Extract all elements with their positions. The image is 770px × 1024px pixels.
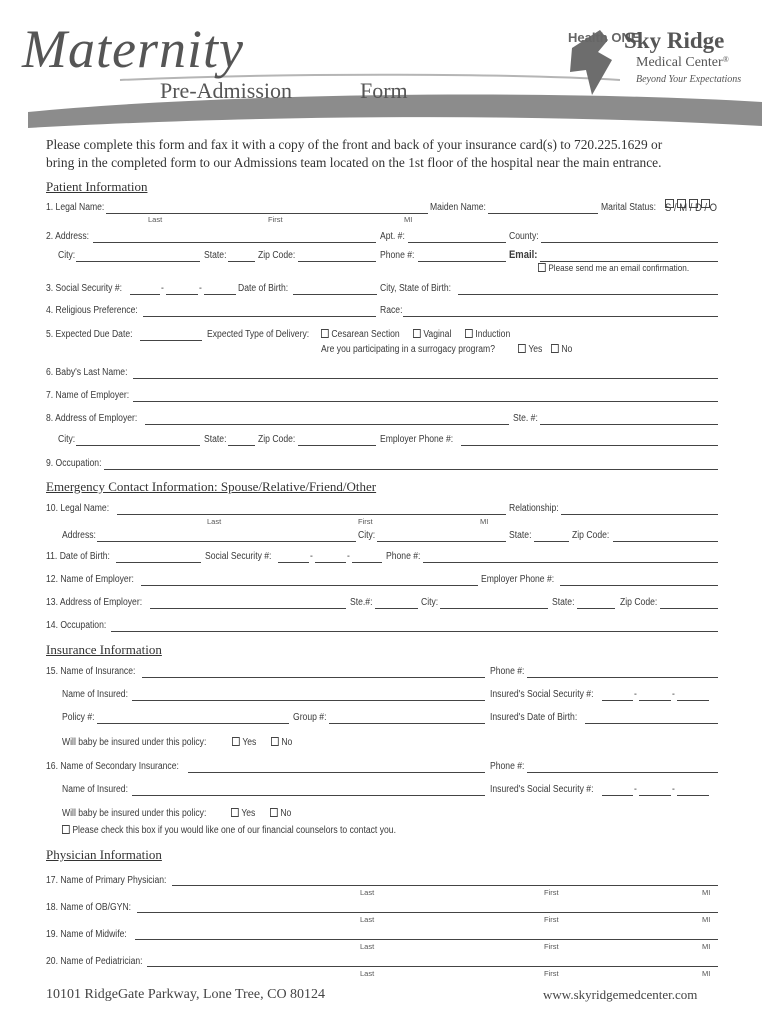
input-ec-ssn-3[interactable] [352,562,382,563]
section-physician-information: Physician Information [46,847,162,862]
label-ec-legal-name: 10. Legal Name: [46,503,110,514]
label-insured-ssn: Insured's Social Security #: [490,689,594,700]
input-insured-ssn-2[interactable] [639,700,671,701]
input-religious[interactable] [143,316,376,317]
logo-tagline: Beyond Your Expectations [636,74,742,85]
input-insured-name[interactable] [132,700,485,701]
input-ssn-2[interactable] [166,294,198,295]
checkbox-email-confirm[interactable] [538,263,546,272]
input-baby-last-name[interactable] [133,378,718,379]
ec-sublabel-last: Last [207,517,222,526]
label-ec-employer: 12. Name of Employer: [46,574,134,585]
label-ec-employer-address: 13. Address of Employer: [46,597,143,608]
input-zip[interactable] [298,261,376,262]
label-zip: Zip Code: [258,250,296,261]
input-ec-phone[interactable] [423,562,718,563]
input-insured-dob[interactable] [585,723,718,724]
input-secondary-ssn-1[interactable] [602,795,633,796]
label-insurance-phone: Phone #: [490,666,525,677]
primary-sublabel-first: First [544,888,559,897]
label-race: Race: [380,305,403,316]
checkbox-surrogacy-yes[interactable] [518,344,526,353]
label-policy: Policy #: [62,712,95,723]
input-city[interactable] [76,261,200,262]
midwife-sublabel-first: First [544,942,559,951]
option-vaginal[interactable]: Vaginal [413,329,451,340]
input-group[interactable] [329,723,485,724]
input-phone[interactable] [418,261,506,262]
input-legal-name[interactable] [106,213,428,214]
label-ec-occupation: 14. Occupation: [46,620,107,631]
checkbox-vaginal[interactable] [413,329,421,338]
obgyn-sublabel-first: First [544,915,559,924]
input-insurance-name[interactable] [142,677,485,678]
label-ec-state2: State: [552,597,575,608]
input-apt[interactable] [408,242,506,243]
label-address: 2. Address: [46,231,90,242]
primary-sublabel-last: Last [360,888,375,897]
input-ste[interactable] [540,424,718,425]
label-obgyn: 18. Name of OB/GYN: [46,902,132,913]
obgyn-sublabel-last: Last [360,915,375,924]
input-employer[interactable] [133,401,718,402]
option-financial-counselor[interactable]: Please check this box if you would like one of our financial counselors to contact you. [62,825,396,836]
ec-ssn-sep-1: - [310,551,313,562]
label-pediatrician: 20. Name of Pediatrician: [46,956,143,967]
pediatrician-sublabel-mi: MI [702,969,711,978]
pediatrician-sublabel-first: First [544,969,559,978]
label-insured-name: Name of Insured: [62,689,128,700]
input-employer-phone[interactable] [461,445,718,446]
section-insurance-information: Insurance Information [46,642,162,657]
input-race[interactable] [403,316,718,317]
input-pediatrician[interactable] [147,966,718,967]
option-secondary-baby-no[interactable]: No [270,808,291,819]
input-ec-employer-phone[interactable] [560,585,718,586]
label-legal-name: 1. Legal Name: [46,202,105,213]
label-ec-phone: Phone #: [386,551,421,562]
checkbox-induction[interactable] [465,329,473,338]
label-marital-status: Marital Status: [601,202,656,213]
input-secondary-insured[interactable] [132,795,485,796]
sublabel-first: First [268,215,283,224]
input-occupation[interactable] [104,469,718,470]
input-secondary-ssn-2[interactable] [639,795,671,796]
label-ec-employer-phone: Employer Phone #: [481,574,555,585]
checkbox-secondary-baby-no[interactable] [270,808,278,817]
sublabel-last: Last [148,215,163,224]
input-ssn-3[interactable] [204,294,236,295]
label-baby-insured: Will baby be insured under this policy: [62,737,207,748]
input-dob[interactable] [293,294,377,295]
secondary-ssn-sep-2: - [672,784,675,795]
label-ec-address: Address: [62,530,96,541]
label-employer: 7. Name of Employer: [46,390,130,401]
input-obgyn[interactable] [137,912,718,913]
title-maternity: Maternity [22,19,244,79]
input-employer-zip[interactable] [298,445,376,446]
label-occupation: 9. Occupation: [46,458,102,469]
input-midwife[interactable] [135,939,718,940]
input-city-state-birth[interactable] [458,294,718,295]
section-emergency-contact: Emergency Contact Information: Spouse/Relative/Friend/Other [46,479,377,494]
ec-sublabel-mi: MI [480,517,489,526]
label-surrogacy: Are you participating in a surrogacy program? [321,344,496,355]
input-ec-employer-address[interactable] [150,608,346,609]
insured-ssn-sep-1: - [634,689,637,700]
input-ec-ssn-1[interactable] [278,562,309,563]
label-ec-state: State: [509,530,532,541]
label-ec-zip: Zip Code: [572,530,610,541]
label-ssn: 3. Social Security #: [46,283,123,294]
subtitle-form: Form [360,78,408,103]
input-employer-address[interactable] [145,424,509,425]
label-maiden-name: Maiden Name: [430,202,486,213]
option-induction[interactable]: Induction [465,329,510,340]
input-ec-state2[interactable] [577,608,615,609]
input-primary-physician[interactable] [172,885,718,886]
section-patient-information: Patient Information [46,179,148,194]
label-county: County: [509,231,539,242]
subtitle-pre-admission: Pre-Admission [160,78,292,103]
input-ec-city[interactable] [377,541,506,542]
insured-ssn-sep-2: - [672,689,675,700]
input-insured-ssn-1[interactable] [602,700,633,701]
option-surrogacy-yes[interactable]: Yes [518,344,542,355]
label-ste: Ste. #: [513,413,538,424]
intro-line-2: bring in the completed form to our Admissions team located on the 1st floor of the hospital near the main entrance. [46,155,662,170]
pediatrician-sublabel-last: Last [360,969,375,978]
logo-medical-center: Medical Center® [636,55,729,70]
midwife-sublabel-mi: MI [702,942,711,951]
input-secondary-insurance[interactable] [188,772,485,773]
label-phone: Phone #: [380,250,415,261]
input-secondary-phone[interactable] [527,772,718,773]
input-ec-occupation[interactable] [111,631,718,632]
input-address[interactable] [93,242,376,243]
ssn-sep-2: - [199,283,202,294]
label-city-state-birth: City, State of Birth: [380,283,452,294]
logo-healthone: Health ONE [568,30,640,45]
label-secondary-phone: Phone #: [490,761,525,772]
checkbox-baby-insured-no[interactable] [271,737,279,746]
label-dob: Date of Birth: [238,283,289,294]
input-due-date[interactable] [140,340,202,341]
footer-website[interactable]: www.skyridgemedcenter.com [543,987,698,1002]
secondary-ssn-sep-1: - [634,784,637,795]
label-insured-dob: Insured's Date of Birth: [490,712,578,723]
input-ec-ssn-2[interactable] [315,562,346,563]
label-email: Email: [509,249,538,261]
input-secondary-ssn-3[interactable] [677,795,709,796]
input-ec-ste[interactable] [375,608,418,609]
option-secondary-baby-yes[interactable]: Yes [231,808,255,819]
input-ec-address[interactable] [97,541,356,542]
label-employer-phone: Employer Phone #: [380,434,454,445]
label-insurance-name: 15. Name of Insurance: [46,666,136,677]
marital-options: S / M / D / O [665,202,718,214]
input-policy[interactable] [97,723,289,724]
checkbox-financial-counselor[interactable] [62,825,70,834]
label-ec-dob: 11. Date of Birth: [46,551,110,562]
label-ec-city: City: [358,530,376,541]
label-due-date: 5. Expected Due Date: [46,329,133,340]
ec-ssn-sep-2: - [347,551,350,562]
label-city: City: [58,250,76,261]
label-employer-city: City: [58,434,76,445]
ec-sublabel-first: First [358,517,373,526]
label-apt: Apt. #: [380,231,405,242]
ssn-sep-1: - [161,283,164,294]
label-state: State: [204,250,227,261]
label-employer-state: State: [204,434,227,445]
input-county[interactable] [541,242,718,243]
label-ec-city2: City: [421,597,439,608]
footer-address: 10101 RidgeGate Parkway, Lone Tree, CO 80124 [46,987,326,1002]
label-employer-address: 8. Address of Employer: [46,413,138,424]
checkbox-secondary-baby-yes[interactable] [231,808,239,817]
label-midwife: 19. Name of Midwife: [46,929,127,940]
midwife-sublabel-last: Last [360,942,375,951]
input-state[interactable] [228,261,255,262]
input-ec-zip[interactable] [613,541,718,542]
checkbox-baby-insured-yes[interactable] [232,737,240,746]
input-ssn-1[interactable] [130,294,160,295]
option-cesarean[interactable]: Cesarean Section [321,329,400,340]
label-primary-physician: 17. Name of Primary Physician: [46,875,167,886]
input-email[interactable] [540,261,718,262]
label-relationship: Relationship: [509,503,559,514]
input-ec-employer[interactable] [141,585,478,586]
input-employer-state[interactable] [228,445,255,446]
option-baby-insured-yes[interactable]: Yes [232,737,256,748]
intro-line-1: Please complete this form and fax it with a copy of the front and back of your insurance card(s) to 720.225.1629 or [46,137,663,152]
label-baby-last-name: 6. Baby's Last Name: [46,367,128,378]
input-insured-ssn-3[interactable] [677,700,709,701]
option-baby-insured-no[interactable]: No [271,737,292,748]
input-employer-city[interactable] [76,445,200,446]
label-secondary-baby-insured: Will baby be insured under this policy: [62,808,207,819]
checkbox-cesarean[interactable] [321,329,329,338]
label-religious: 4. Religious Preference: [46,305,138,316]
input-ec-state[interactable] [534,541,569,542]
sublabel-mi: MI [404,215,413,224]
label-ec-ste: Ste.#: [350,597,373,608]
label-ec-ssn: Social Security #: [205,551,272,562]
label-secondary-insured-ssn: Insured's Social Security #: [490,784,594,795]
option-surrogacy-no[interactable]: No [551,344,572,355]
input-ec-dob[interactable] [116,562,201,563]
input-insurance-phone[interactable] [527,677,718,678]
label-employer-zip: Zip Code: [258,434,296,445]
logo-sky-ridge: Sky Ridge [624,28,725,53]
input-ec-zip2[interactable] [660,608,718,609]
input-ec-city2[interactable] [440,608,548,609]
input-maiden-name[interactable] [488,213,598,214]
label-delivery-type: Expected Type of Delivery: [207,329,310,340]
label-ec-zip2: Zip Code: [620,597,658,608]
checkbox-surrogacy-no[interactable] [551,344,559,353]
input-ec-legal-name[interactable] [117,514,506,515]
label-secondary-insured: Name of Insured: [62,784,128,795]
primary-sublabel-mi: MI [702,888,711,897]
input-relationship[interactable] [561,514,718,515]
label-group: Group #: [293,712,327,723]
label-secondary-insurance: 16. Name of Secondary Insurance: [46,761,179,772]
email-confirm-option[interactable]: Please send me an email confirmation. [538,263,689,274]
obgyn-sublabel-mi: MI [702,915,711,924]
